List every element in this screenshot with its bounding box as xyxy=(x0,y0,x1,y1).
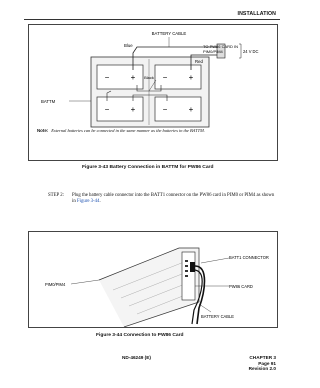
step-number: STEP 2: xyxy=(48,193,64,198)
label-battery-cable-2: BATTERY CABLE xyxy=(201,314,234,319)
batt1-leader xyxy=(201,258,229,263)
svg-text:−: − xyxy=(162,73,168,82)
label-batt1-connector: BATT1 CONNECTOR xyxy=(229,255,269,260)
battery-connection-diagram xyxy=(29,25,277,160)
label-to-card-2: PIM0/PIM4 xyxy=(203,49,223,54)
label-battery-cable: BATTERY CABLE xyxy=(151,31,187,36)
step-2 xyxy=(48,193,278,206)
svg-text:+: + xyxy=(130,105,136,114)
pim-leader xyxy=(71,280,99,284)
svg-text:+: + xyxy=(188,105,194,114)
figure-note xyxy=(37,128,275,133)
voltage-bracket xyxy=(239,44,241,58)
figure-3-44-link[interactable]: Figure 3-44 xyxy=(76,199,100,205)
label-black: Black xyxy=(144,75,154,80)
note-label: Note: xyxy=(37,128,49,133)
label-pim: PIM0/PIM4 xyxy=(45,282,66,287)
section-header: INSTALLATION xyxy=(237,11,276,17)
pw86-connection-diagram xyxy=(29,232,277,327)
page-number: Page 91 xyxy=(258,360,276,366)
svg-text:+: + xyxy=(188,73,194,82)
revision-label: Revision 2.0 xyxy=(248,366,276,372)
figure-3-44-caption: Figure 3-44 Connection to PW86 Card xyxy=(96,333,184,338)
label-blue: Blue xyxy=(124,43,133,48)
svg-text:+: + xyxy=(130,73,136,82)
chapter-label: CHAPTER 3 xyxy=(249,355,276,360)
battery-top-left xyxy=(97,65,143,89)
battery-bottom-left xyxy=(97,97,143,121)
step-text-end: . xyxy=(99,199,101,205)
batt1-connector xyxy=(190,262,195,272)
header-rule xyxy=(24,19,280,20)
note-text: External batteries can be connected in the same manner as the batteries in the BATTM. xyxy=(51,128,205,133)
battery-top-right xyxy=(155,65,201,89)
battery-bottom-right xyxy=(155,97,201,121)
label-battm: BATTM xyxy=(41,99,56,104)
svg-text:−: − xyxy=(104,105,110,114)
step-text: Plug the battery cable connector into the BATT1 connector on the PW86 card in PIM0 or PIM4 as shown in xyxy=(72,193,275,205)
svg-text:−: − xyxy=(104,73,110,82)
label-red: Red xyxy=(195,59,203,64)
label-voltage: 24 V DC xyxy=(243,49,259,54)
label-to-card: TO PW86 CARD IN xyxy=(203,44,239,49)
figure-3-43-caption: Figure 3-43 Battery Connection in BATTM for PW86 Card xyxy=(82,165,214,170)
doc-number: ND-46249 (E) xyxy=(122,355,151,360)
svg-text:−: − xyxy=(162,105,168,114)
figure-3-43-frame xyxy=(28,24,278,161)
label-pw86-card: PW86 CARD xyxy=(229,284,253,289)
pw86-card xyxy=(182,252,195,300)
figure-3-44-frame xyxy=(28,231,278,328)
page-info xyxy=(249,355,276,372)
cable-leader xyxy=(199,304,211,312)
